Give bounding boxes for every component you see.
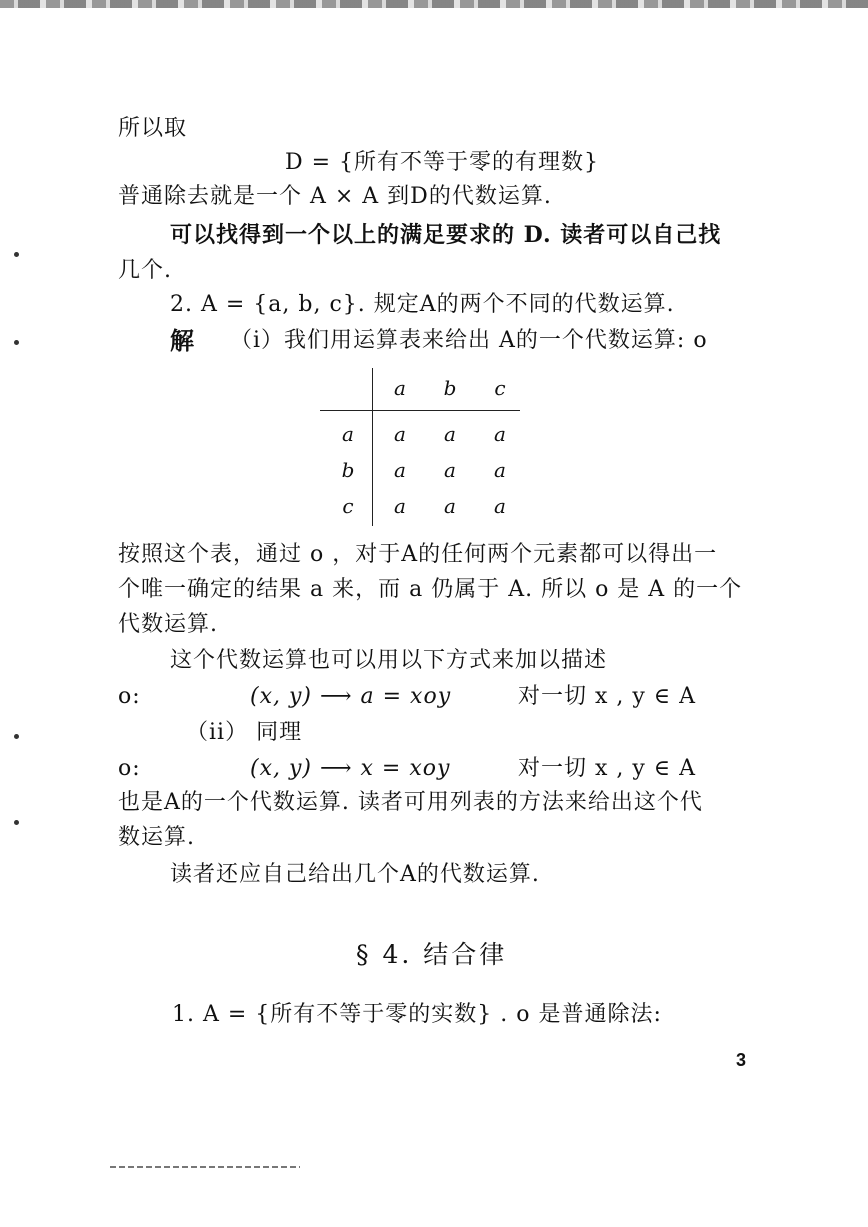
table-row-label: c	[342, 494, 354, 518]
margin-mark	[14, 340, 19, 345]
table-cell: a	[494, 494, 506, 518]
text-line: 这个代数运算也可以用以下方式来加以描述	[170, 648, 608, 673]
table-cell: a	[394, 458, 406, 482]
definition-line: D = {所有不等于零的有理数}	[285, 150, 600, 175]
table-row-label: b	[341, 458, 355, 482]
text-line: （ii） 同理	[186, 720, 303, 745]
exercise-line: 2. A = {a, b, c}. 规定A的两个不同的代数运算.	[170, 292, 675, 317]
table-vertical-rule	[372, 368, 373, 526]
operation-symbol: o:	[118, 756, 141, 781]
mapping-formula: (x, y) ⟶ x = xoy	[250, 756, 451, 781]
text-line: 也是A的一个代数运算. 读者可用列表的方法来给出这个代	[118, 790, 703, 815]
text-line: 按照这个表，通过 o ，对于A的任何两个元素都可以得出一	[118, 542, 718, 567]
table-header-cell: a	[394, 376, 406, 400]
table-cell: a	[444, 422, 456, 446]
margin-mark	[14, 252, 19, 257]
text-line: 读者还应自己给出几个A的代数运算.	[170, 862, 540, 887]
quantifier-text: 对一切 x , y ∈ A	[518, 756, 696, 781]
text-line: 可以找得到一个以上的满足要求的 D. 读者可以自己找	[170, 222, 722, 248]
table-cell: a	[394, 422, 406, 446]
scan-bottom-edge	[110, 1166, 300, 1168]
table-cell: a	[444, 458, 456, 482]
text-line: 所以取	[118, 116, 188, 141]
section-heading: § 4. 结合律	[356, 940, 508, 969]
table-header-cell: b	[443, 376, 457, 400]
text-line: 个唯一确定的结果 a 来，而 a 仍属于 A. 所以 o 是 A 的一个	[118, 577, 743, 602]
text-line: 几个.	[118, 258, 172, 283]
margin-mark	[14, 734, 19, 739]
text-line: 普通除去就是一个 A × A 到D的代数运算.	[118, 184, 552, 209]
text-line: 代数运算.	[118, 612, 218, 637]
exercise-line: 1. A = {所有不等于零的实数} . o 是普通除法:	[172, 1002, 662, 1027]
table-cell: a	[494, 458, 506, 482]
table-cell: a	[494, 422, 506, 446]
text-line: 数运算.	[118, 825, 195, 850]
page-number: 3	[736, 1050, 747, 1070]
margin-mark	[14, 820, 19, 825]
text-line: （i）我们用运算表来给出 A的一个代数运算: o	[230, 328, 708, 353]
scan-top-edge	[0, 0, 868, 8]
table-cell: a	[444, 494, 456, 518]
solution-label: 解	[170, 326, 195, 355]
mapping-formula: (x, y) ⟶ a = xoy	[250, 684, 452, 709]
table-horizontal-rule	[320, 410, 520, 411]
operation-table	[320, 362, 520, 528]
table-header-cell: c	[494, 376, 506, 400]
quantifier-text: 对一切 x , y ∈ A	[518, 684, 696, 709]
table-row-label: a	[342, 422, 354, 446]
table-cell: a	[394, 494, 406, 518]
operation-symbol: o:	[118, 684, 141, 709]
